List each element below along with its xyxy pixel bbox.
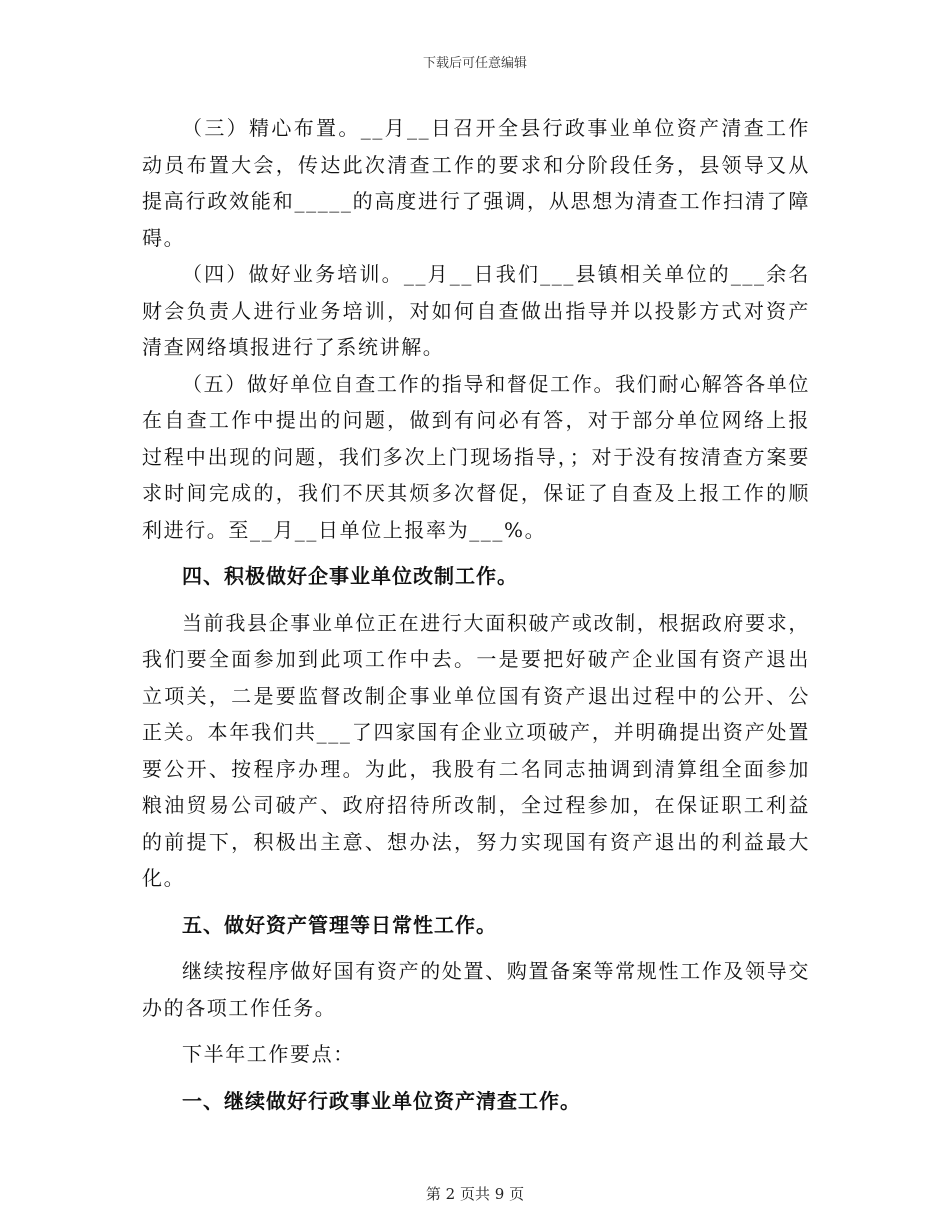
- page-footer: 第 2 页共 9 页: [425, 1185, 525, 1203]
- heading-part-5: 五、做好资产管理等日常性工作。: [182, 912, 497, 937]
- document-body: [142, 110, 810, 1119]
- heading-part-4: 四、积极做好企事业单位改制工作。: [182, 564, 518, 588]
- paragraph-section-3: （三）精心布置。__月__日召开全县行政事业单位资产清查工作动员布置大会，传达此次清查工作的要求和分阶段任务，县领导又从提高行政效能和_____的高度进行了强调，从思想为清查工作扫清了障碍。: [142, 116, 810, 250]
- paragraph-enterprise-reform: 当前我县企事业单位正在进行大面积破产或改制，根据政府要求，我们要全面参加到此项工作中去。一是要把好破产企业国有资产退出立项关，二是要监督改制企事业单位国有资产退出过程中的公开、公正关。本年我们共___了四家国有企业立项破产，并明确提出资产处置要公开、按程序办理。为此，我股有二名同志抽调到清算组全面参加粮油贸易公司破产、政府招待所改制，全过程参加，在保证职工利益的前提下，积极出主意、想办法，努力实现国有资产退出的利益最大化。: [142, 610, 810, 890]
- paragraph-section-5: （五）做好单位自查工作的指导和督促工作。我们耐心解答各单位在自查工作中提出的问题，做到有问必有答，对于部分单位网络上报过程中出现的问题，我们多次上门现场指导，；对于没有按清查方案要求时间完成的，我们不厌其烦多次督促，保证了自查及上报工作的顺利进行。至__月__日单位上报率为___%。: [142, 371, 810, 542]
- paragraph-second-half-intro: 下半年工作要点：: [182, 1042, 355, 1066]
- heading-second-half-1: 一、继续做好行政事业单位资产清查工作。: [182, 1088, 581, 1113]
- paragraph-section-4: （四）做好业务培训。__月__日我们___县镇相关单位的___余名财会负责人进行业务培训，对如何自查做出指导并以投影方式对资产清查网络填报进行了系统讲解。: [142, 262, 810, 359]
- paragraph-routine-work: 继续按程序做好国有资产的处置、购置备案等常规性工作及领导交办的各项工作任务。: [142, 959, 810, 1020]
- page-header: 下载后可任意编辑: [422, 56, 527, 71]
